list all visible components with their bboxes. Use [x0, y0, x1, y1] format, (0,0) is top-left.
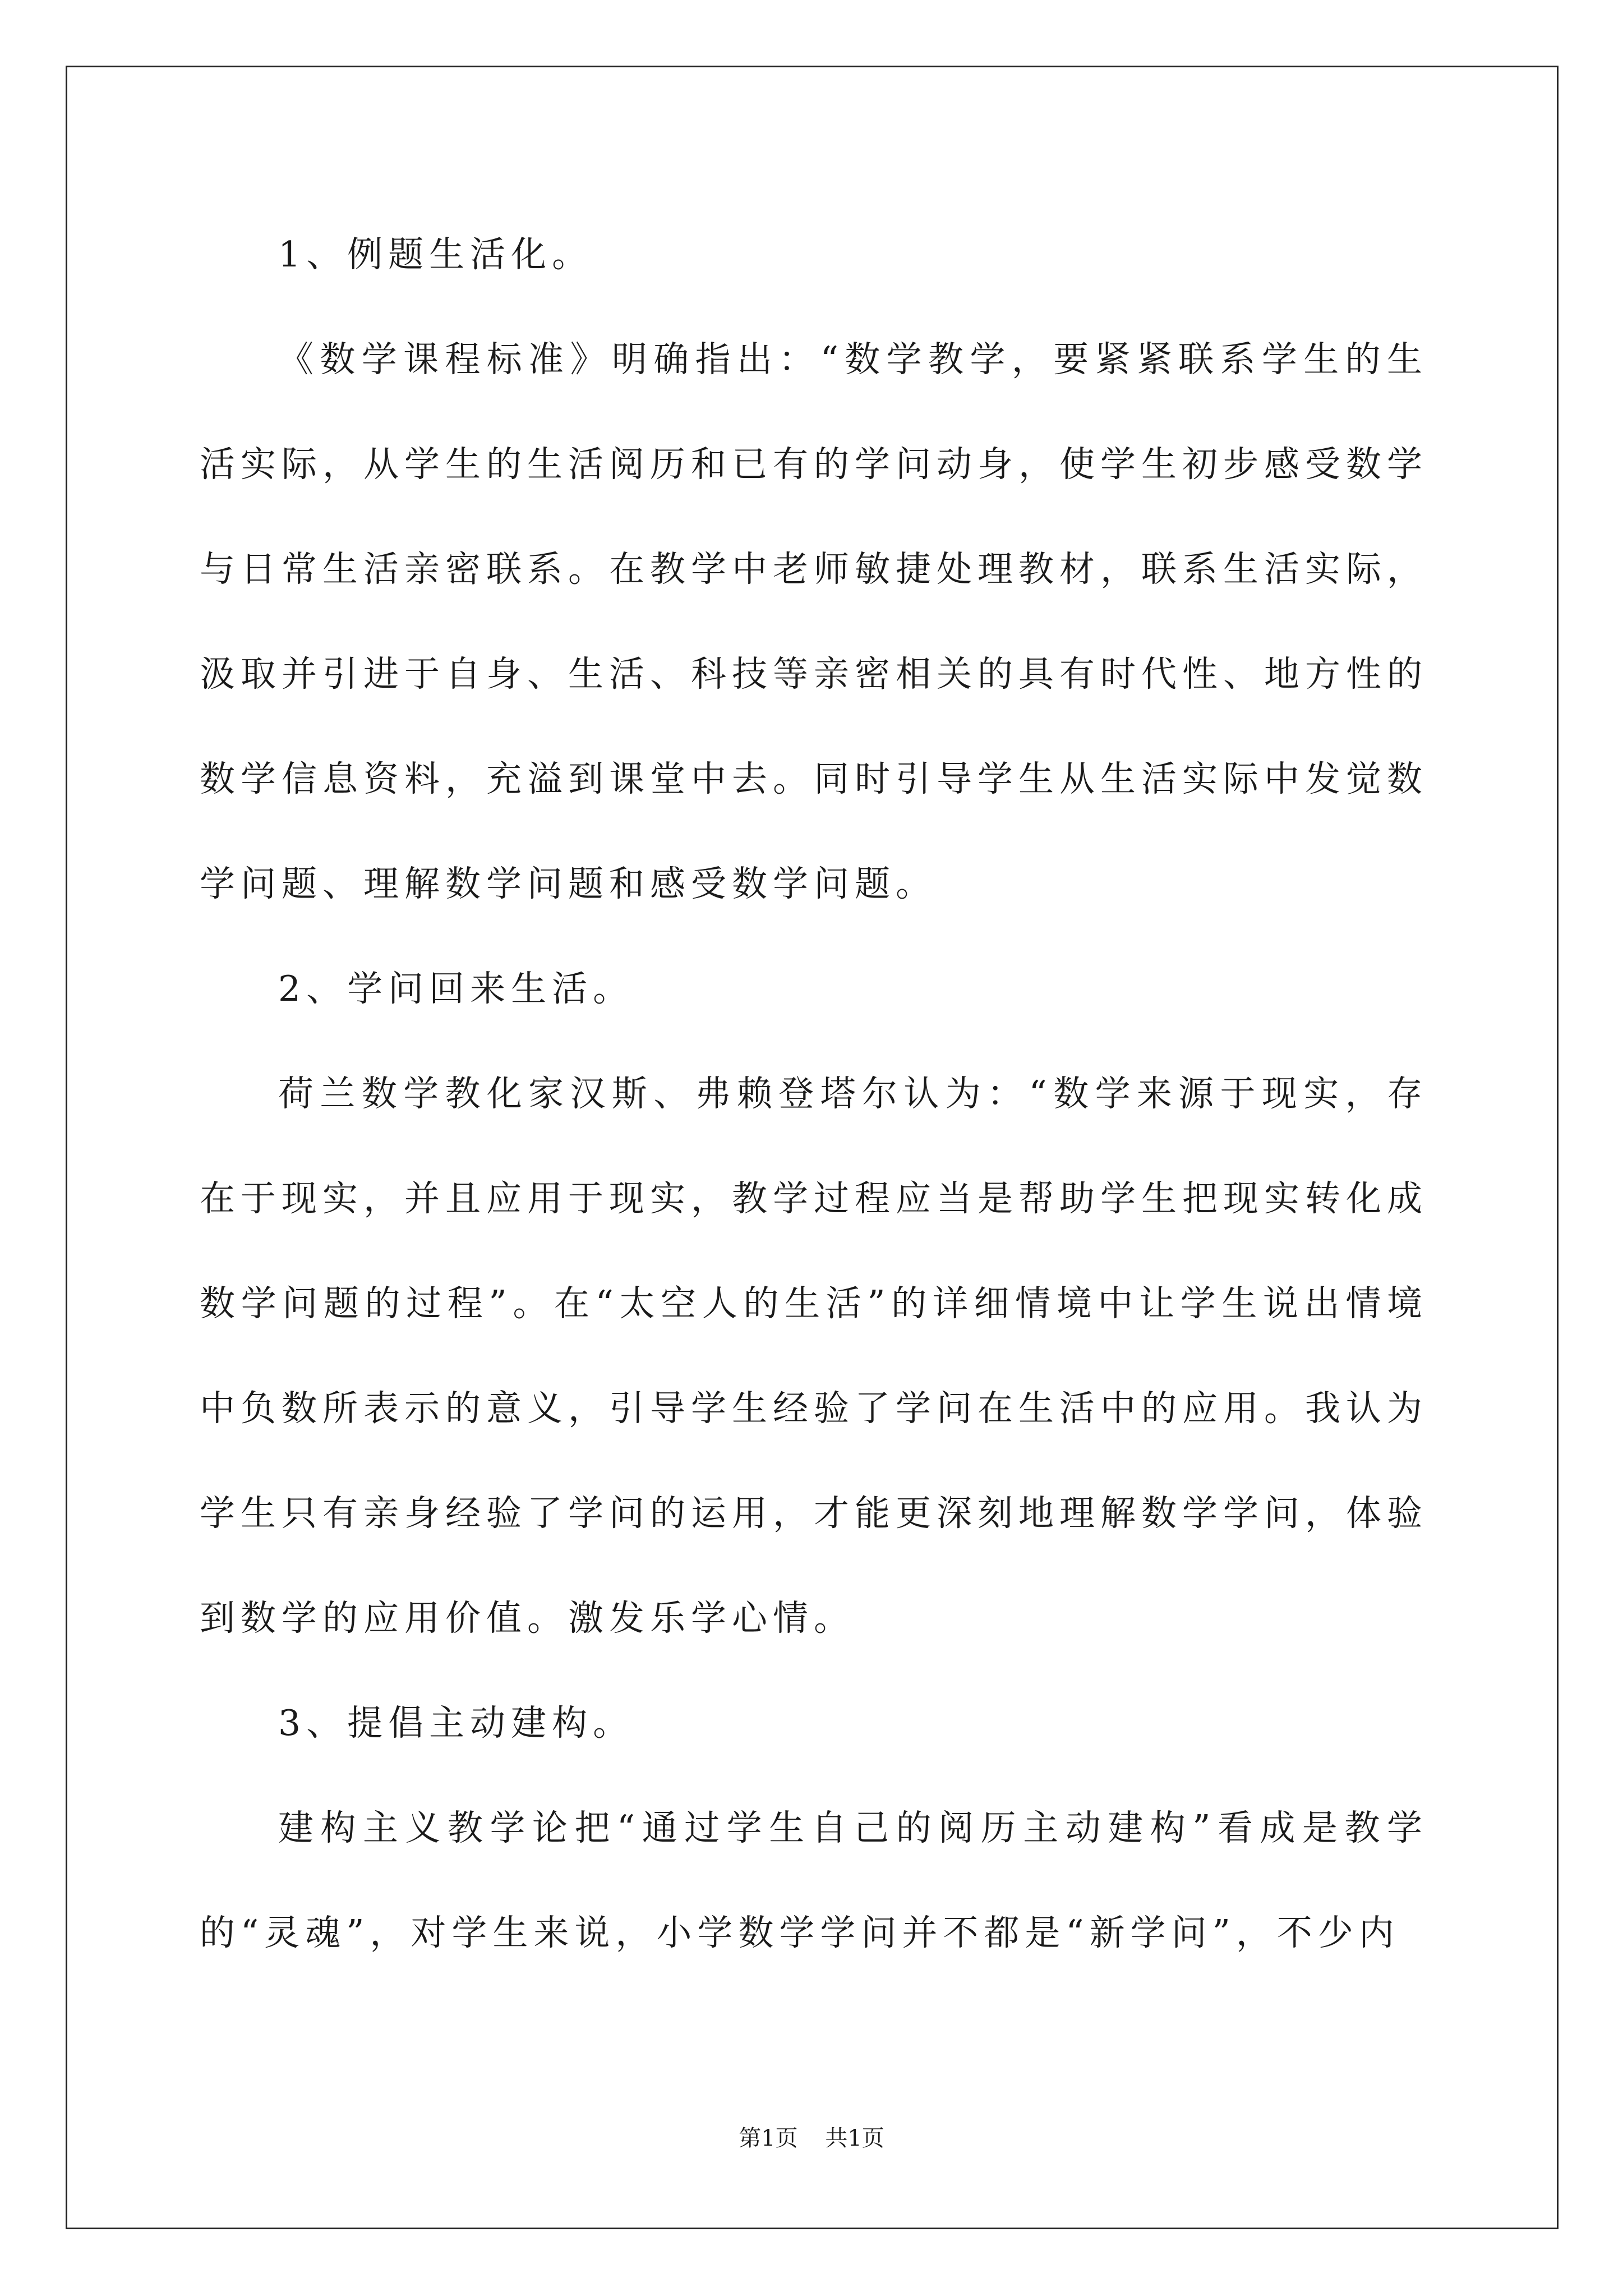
paragraph-heading-2: 2、学问回来生活。	[278, 968, 634, 1009]
paragraph-body-2: 荷兰数学教化家汉斯、弗赖登塔尔认为：“数学来源于现实，存在于现实，并且应用于现实，教学过程应当是帮助学生把现实转化成数学问题的过程”。在“太空人的生活”的详细情境中让学生说出情境中负数所表示的意义，引导学生经验了学问在生活中的应用。我认为学生只有亲身经验了学问的运用，才能更深刻地理解数学学问，体验到数学的应用价值。激发乐学心情。	[200, 1073, 1428, 1639]
paragraph-body-1: 《数学课程标准》明确指出：“数学教学，要紧紧联系学生的生活实际，从学生的生活阅历和已有的学问动身，使学生初步感受数学与日常生活亲密联系。在教学中老师敏捷处理教材，联系生活实际，汲取并引进于自身、生活、科技等亲密相关的具有时代性、地方性的数学信息资料，充溢到课堂中去。同时引导学生从生活实际中发觉数学问题、理解数学问题和感受数学问题。	[200, 339, 1428, 904]
paragraph-body-3: 建构主义教学论把“通过学生自己的阅历主动建构”看成是教学的“灵魂”，对学生来说，小学数学学问并不都是“新学问”，不少内	[200, 1807, 1428, 1953]
page-footer	[0, 2122, 1623, 2155]
paragraph-heading-1: 1、例题生活化。	[278, 234, 593, 275]
document-body	[200, 202, 1428, 1985]
paragraph-heading-3: 3、提倡主动建构。	[278, 1703, 634, 1743]
page-number-total: 共1页	[825, 2125, 884, 2151]
page-number-current: 第1页	[739, 2125, 798, 2151]
